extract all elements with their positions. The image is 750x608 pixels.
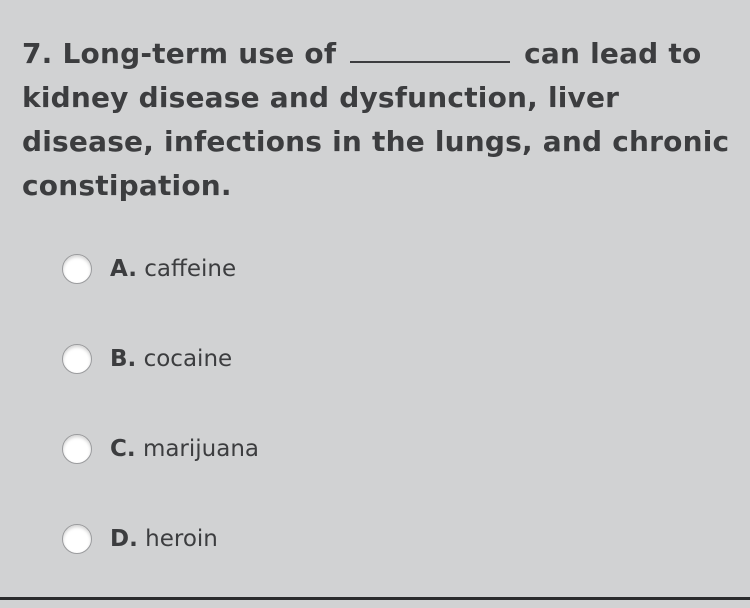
option-label (110, 526, 218, 552)
question-suffix: can lead to kidney disease and dysfunction, liver disease, infections in the lungs, and chronic constipation. (22, 37, 730, 202)
radio-button-icon[interactable] (62, 344, 92, 374)
option-letter: A. (110, 256, 137, 282)
radio-button-icon[interactable] (62, 524, 92, 554)
option-b[interactable] (62, 338, 259, 380)
option-label (110, 346, 232, 372)
radio-button-icon[interactable] (62, 434, 92, 464)
option-letter: C. (110, 436, 136, 462)
option-value: caffeine (144, 256, 237, 282)
question-text (22, 32, 737, 208)
radio-button-icon[interactable] (62, 254, 92, 284)
option-letter: D. (110, 526, 138, 552)
answer-blank (350, 35, 510, 63)
answer-options (62, 248, 259, 608)
option-value: marijuana (142, 436, 260, 462)
option-d[interactable] (62, 518, 259, 560)
option-value: cocaine (143, 346, 233, 372)
option-c[interactable] (62, 428, 259, 470)
option-label (110, 256, 236, 282)
option-label (110, 436, 259, 462)
question-prefix: 7. Long-term use of (22, 37, 337, 70)
option-letter: B. (110, 346, 137, 372)
option-value: heroin (145, 526, 218, 552)
option-a[interactable] (62, 248, 259, 290)
